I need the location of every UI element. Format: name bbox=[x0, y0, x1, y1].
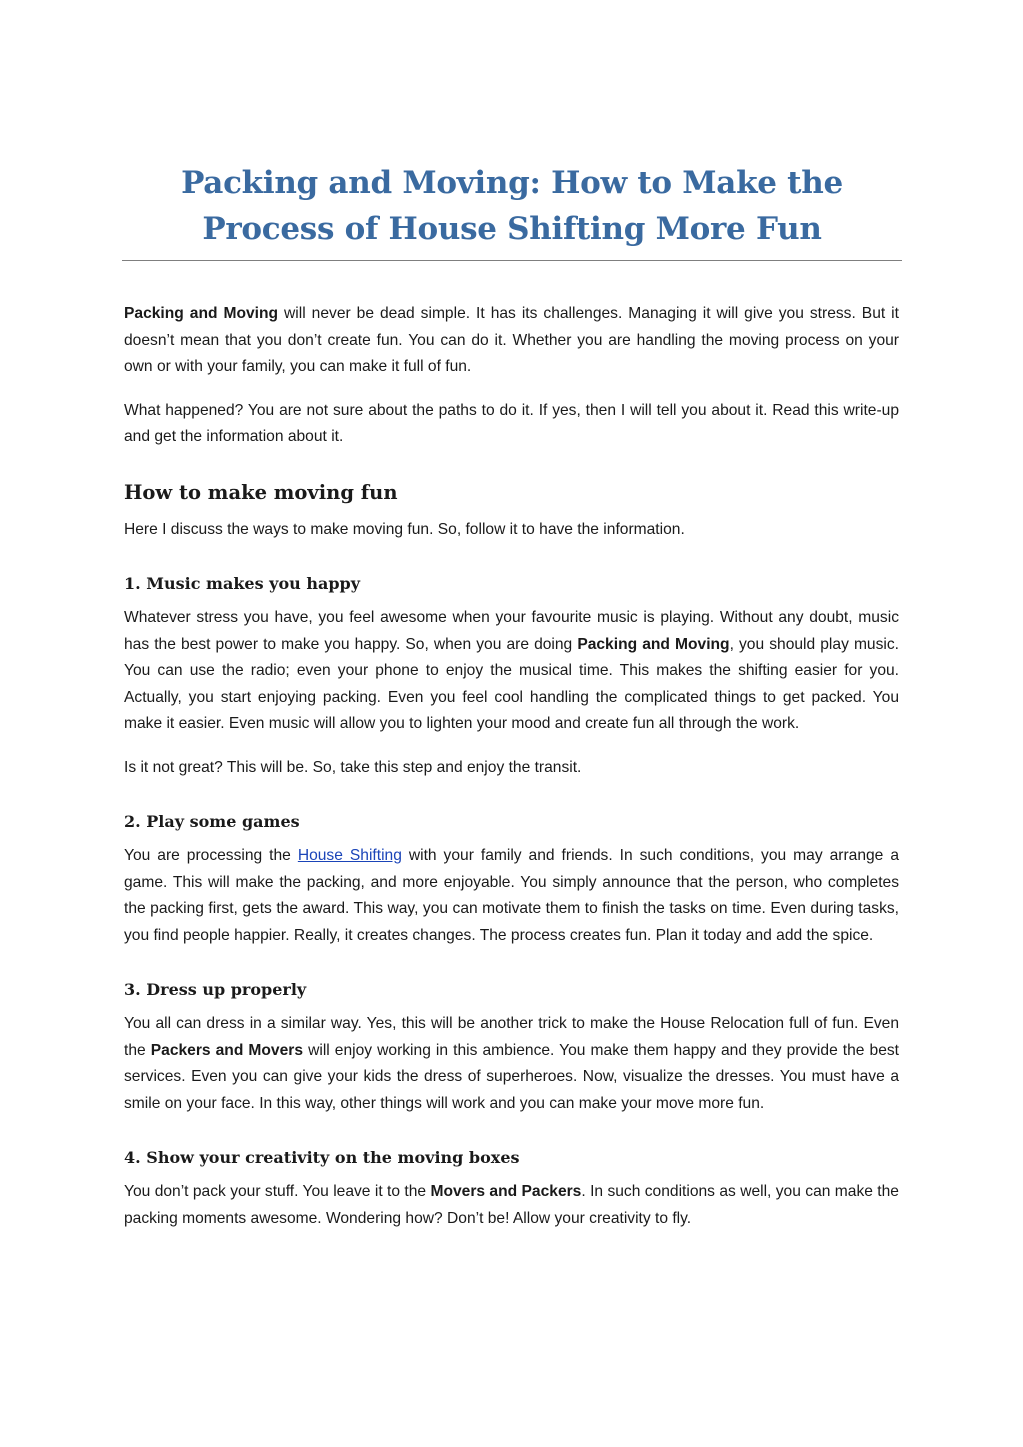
section-main-paragraph: Here I discuss the ways to make moving fun. So, follow it to have the information. bbox=[124, 520, 685, 538]
paragraph-text: Whatever stress you have, you feel awesome when your favourite music is playing. Without any doubt, music has the best power to make you happy. So, when you are doing bbox=[124, 609, 899, 653]
section-1-paragraph-1 bbox=[124, 605, 899, 738]
section-heading-3: 3. Dress up properly bbox=[124, 980, 307, 999]
section-heading-main: How to make moving fun bbox=[124, 480, 398, 504]
bold-phrase: Packing and Moving bbox=[577, 635, 730, 653]
section-3-paragraph-1 bbox=[124, 1011, 899, 1117]
section-heading-1: 1. Music makes you happy bbox=[124, 574, 360, 593]
paragraph-text: . In such conditions as well, you can make the packing moments awesome. Wondering how? Don’t be! Allow your creativity to fly. bbox=[124, 1183, 899, 1227]
section-heading-4: 4. Show your creativity on the moving boxes bbox=[124, 1148, 520, 1167]
section-4-paragraph-1 bbox=[124, 1179, 899, 1232]
paragraph-text: You don’t pack your stuff. You leave it to the bbox=[124, 1183, 431, 1200]
paragraph-text: You all can dress in a similar way. Yes, this will be another trick to make the House Relocation full of fun. Even the bbox=[124, 1015, 899, 1059]
document-title: Packing and Moving: How to Make the Process of House Shifting More Fun bbox=[181, 165, 843, 247]
section-heading-2: 2. Play some games bbox=[124, 812, 300, 831]
bold-phrase: Packing and Moving bbox=[124, 305, 279, 322]
section-2-paragraph-1 bbox=[124, 843, 899, 949]
house-shifting-link[interactable]: House Shifting bbox=[297, 847, 402, 864]
paragraph-text: will enjoy working in this ambience. You make them happy and they provide the best services. Even you can give your kids the dress of superheroes. Now, visualize the dresses. You must have a smile on your face. In this way, other things will work and you can make your move more fun. bbox=[124, 1041, 900, 1112]
section-1-paragraph-2: Is it not great? This will be. So, take this step and enjoy the transit. bbox=[124, 758, 582, 776]
paragraph-text: You are processing the bbox=[124, 847, 298, 864]
paragraph-text: , you should play music. You can use the radio; even your phone to enjoy the musical time. This makes the shifting easier for you. Actually, you start enjoying packing. Even you feel cool handling the complicated things to get packed. You make it easier. Even music will allow you to lighten your mood and create fun all through the work. bbox=[124, 635, 899, 732]
document-body bbox=[124, 301, 899, 1249]
intro-paragraph-1 bbox=[124, 301, 899, 381]
bold-phrase: Movers and Packers bbox=[430, 1183, 582, 1200]
title-block bbox=[122, 160, 902, 261]
paragraph-text: with your family and friends. In such conditions, you may arrange a game. This will make the packing, and more enjoyable. You simply announce that the person, who completes the packing first, gets the award. This way, you can motivate them to finish the tasks on time. Even during tasks, you find people happier. Really, it creates changes. The process creates fun. Plan it today and add the spice. bbox=[124, 847, 899, 944]
intro-paragraph-2: What happened? You are not sure about the paths to do it. If yes, then I will tell you about it. Read this write-up and get the information about it. bbox=[124, 401, 899, 445]
bold-phrase: Packers and Movers bbox=[150, 1041, 304, 1059]
paragraph-text: will never be dead simple. It has its challenges. Managing it will give you stress. But it doesn’t mean that you don’t create fun. You can do it. Whether you are handling the moving process on your own or with your family, you can make it full of fun. bbox=[124, 305, 899, 375]
